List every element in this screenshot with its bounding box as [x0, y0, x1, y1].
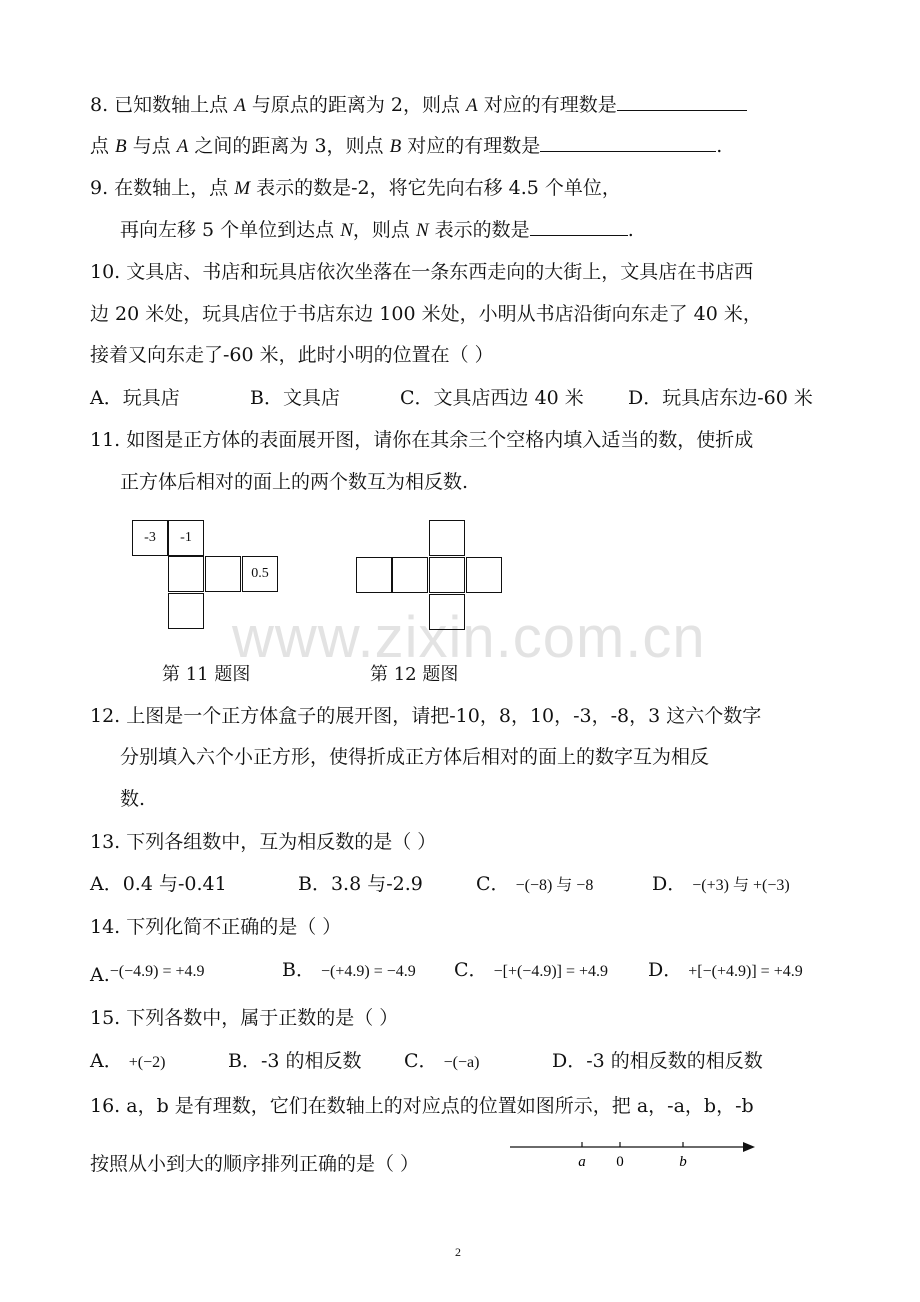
net11-cell-empty[interactable]	[205, 556, 241, 592]
net12-cell[interactable]	[429, 520, 465, 556]
q13-option-c[interactable]: C． −(−8) 与 −8	[476, 873, 594, 895]
q8-line2: 点 B 与点 A 之间的距离为 3，则点 B 对应的有理数是 .	[90, 135, 723, 157]
q15-stem: 15. 下列各数中，属于正数的是（ ）	[90, 1007, 399, 1029]
net11-cell-empty[interactable]	[168, 556, 204, 592]
q16-line2: 按照从小到大的顺序排列正确的是（ ）	[90, 1153, 420, 1175]
q14-option-b[interactable]: B． −(+4.9) = −4.9	[282, 959, 416, 981]
q13-stem: 13. 下列各组数中，互为相反数的是（ ）	[90, 831, 437, 853]
q13-option-b[interactable]: B．3.8 与-2.9	[298, 873, 423, 895]
q12-line1: 12. 上图是一个正方体盒子的展开图，请把-10，8，10，-3，-8，3 这六个数字	[90, 705, 762, 727]
net11-cell: -1	[168, 520, 204, 556]
q9-blank[interactable]	[530, 217, 628, 236]
q9-line2: 再向左移 5 个单位到达点 N，则点 N 表示的数是 .	[120, 219, 634, 241]
q8-line1: 8. 已知数轴上点 A 与原点的距离为 2，则点 A 对应的有理数是	[90, 92, 747, 118]
net11-cell: -3	[132, 520, 168, 556]
q9-line1: 9. 在数轴上，点 M 表示的数是-2，将它先向右移 4.5 个单位，	[90, 177, 621, 199]
q13-option-d[interactable]: D． −(+3) 与 +(−3)	[652, 873, 790, 895]
q10-option-c[interactable]: C．文具店西边 40 米	[400, 387, 584, 409]
watermark: www.zixin.com.cn	[232, 605, 706, 670]
q8-blank-2[interactable]	[540, 133, 716, 152]
q10-line3: 接着又向东走了-60 米，此时小明的位置在（ ）	[90, 344, 494, 366]
label-b: b	[679, 1154, 687, 1170]
q14-stem: 14. 下列化简不正确的是（ ）	[90, 916, 342, 938]
page-number: 2	[455, 1245, 461, 1259]
q15-option-c[interactable]: C． −(−a)	[404, 1050, 480, 1072]
q13-option-a[interactable]: A．0.4 与-0.41	[90, 873, 227, 895]
number-line-arrow	[743, 1142, 755, 1152]
label-a: a	[578, 1154, 586, 1170]
q14-option-a[interactable]: A.−(−4.9) = +4.9	[90, 963, 205, 986]
q16-line1: 16. a，b 是有理数，它们在数轴上的对应点的位置如图所示，把 a，-a，b，-b	[90, 1095, 754, 1117]
net12-cell[interactable]	[392, 557, 428, 593]
q12-line3: 数.	[120, 788, 146, 810]
net12-cell[interactable]	[356, 557, 392, 593]
net12-cell[interactable]	[466, 557, 502, 593]
figure-11-caption: 第 11 题图	[162, 664, 251, 685]
q14-option-d[interactable]: D． +[−(+4.9)] = +4.9	[648, 959, 803, 981]
q11-line1: 11. 如图是正方体的表面展开图，请你在其余三个空格内填入适当的数，使折成	[90, 429, 754, 451]
net12-cell[interactable]	[429, 594, 465, 630]
q12-line2: 分别填入六个小正方形，使得折成正方体后相对的面上的数字互为相反	[120, 746, 710, 768]
q15-option-d[interactable]: D．-3 的相反数的相反数	[552, 1050, 763, 1072]
q10-line2: 边 20 米处，玩具店位于书店东边 100 米处，小明从书店沿街向东走了 40 米，	[90, 303, 762, 325]
q8-blank-1[interactable]	[617, 92, 747, 111]
q10-option-b[interactable]: B．文具店	[250, 387, 340, 409]
q11-line2: 正方体后相对的面上的两个数互为相反数.	[120, 471, 469, 493]
q10-option-a[interactable]: A．玩具店	[90, 387, 180, 409]
q15-option-a[interactable]: A． +(−2)	[90, 1050, 166, 1072]
number-line	[505, 1132, 765, 1177]
label-zero: 0	[616, 1154, 624, 1170]
net11-cell: 0.5	[242, 556, 278, 592]
net12-cell[interactable]	[429, 557, 465, 593]
figure-12-caption: 第 12 题图	[370, 664, 459, 685]
q14-option-c[interactable]: C． −[+(−4.9)] = +4.9	[454, 959, 609, 981]
q15-option-b[interactable]: B．-3 的相反数	[228, 1050, 362, 1072]
q10-line1: 10. 文具店、书店和玩具店依次坐落在一条东西走向的大街上，文具店在书店西	[90, 261, 754, 283]
net11-cell-empty[interactable]	[168, 593, 204, 629]
q10-option-d[interactable]: D．玩具店东边-60 米	[628, 387, 813, 409]
